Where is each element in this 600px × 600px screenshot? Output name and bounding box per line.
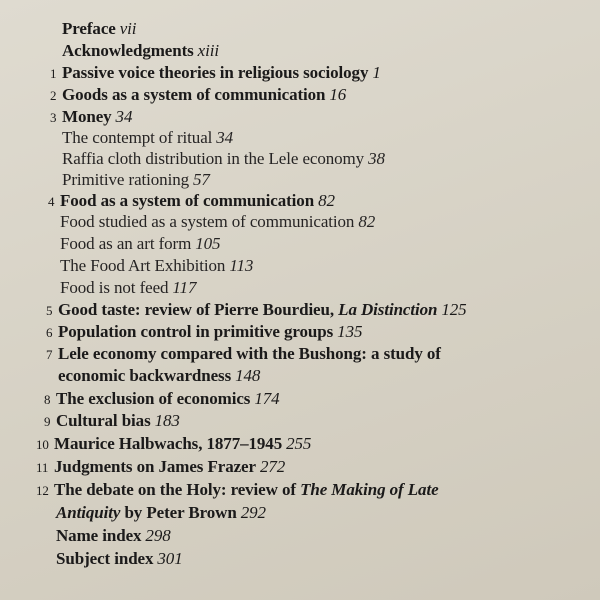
entry-page: 292 [240, 503, 266, 522]
chapter-number: 10 [36, 437, 49, 452]
toc-entry-chapter-7-continued [58, 365, 260, 387]
toc-entry-preface [62, 18, 136, 40]
toc-entry-acknowledgments [62, 40, 219, 62]
entry-title: The Food Art Exhibition [60, 256, 226, 275]
entry-page: 135 [337, 322, 363, 341]
entry-page: 38 [368, 149, 385, 168]
chapter-number: 7 [46, 347, 53, 362]
toc-entry-chapter-3 [50, 106, 132, 129]
entry-title: Raffia cloth distribution in the Lele economy [62, 149, 365, 168]
chapter-number: 8 [44, 392, 51, 407]
toc-subentry [62, 148, 385, 170]
toc-entry-chapter-2 [50, 84, 346, 107]
entry-title-italic: Antiquity [56, 503, 121, 522]
toc-entry-chapter-10 [36, 433, 311, 456]
toc-entry-chapter-7 [46, 343, 441, 366]
entry-title: Primitive rationing [62, 170, 190, 189]
entry-page: 16 [329, 85, 347, 104]
entry-page: 174 [254, 389, 280, 408]
toc-subentry [62, 169, 210, 191]
entry-page: 183 [154, 411, 180, 430]
entry-title: Acknowledgments [62, 41, 194, 60]
entry-title: Preface [62, 19, 116, 38]
toc-entry-name-index [56, 525, 171, 547]
chapter-number: 4 [48, 194, 55, 209]
chapter-number: 1 [50, 66, 57, 81]
entry-title: Lele economy compared with the Bushong: a study of [58, 344, 441, 363]
chapter-number: 9 [44, 414, 51, 429]
entry-title: Food as an art form [60, 234, 192, 253]
entry-title: Subject index [56, 549, 154, 568]
entry-page: 125 [441, 300, 467, 319]
toc-entry-chapter-12-continued [56, 502, 266, 524]
toc-entry-chapter-6 [46, 321, 362, 344]
toc-subentry [60, 255, 253, 277]
entry-title: Food is not feed [60, 278, 169, 297]
entry-title: The contempt of ritual [62, 128, 213, 147]
entry-page: 117 [172, 278, 197, 297]
entry-title: Good taste: review of Pierre Bourdieu, [58, 300, 339, 319]
toc-entry-chapter-11 [36, 456, 285, 479]
entry-title: economic backwardness [58, 366, 232, 385]
entry-page: 34 [216, 128, 234, 147]
entry-page: 113 [229, 256, 254, 275]
chapter-number: 6 [46, 325, 53, 340]
entry-title: The debate on the Holy: review of [54, 480, 301, 499]
entry-title: Food studied as a system of communication [60, 212, 355, 231]
entry-page: 34 [115, 107, 133, 126]
entry-title: Cultural bias [56, 411, 151, 430]
entry-page: 255 [286, 434, 312, 453]
toc-subentry [60, 233, 220, 255]
chapter-number: 3 [50, 110, 57, 125]
entry-page: 82 [318, 191, 335, 210]
entry-page: 105 [195, 234, 221, 253]
entry-title: Name index [56, 526, 142, 545]
toc-subentry [62, 127, 233, 149]
entry-page: 148 [235, 366, 261, 385]
entry-page: 298 [145, 526, 171, 545]
entry-page: 82 [358, 212, 376, 231]
chapter-number: 2 [50, 88, 57, 103]
toc-entry-chapter-12 [36, 479, 439, 502]
entry-page: vii [119, 19, 137, 38]
entry-title: Goods as a system of communication [62, 85, 326, 104]
entry-title: Money [62, 107, 112, 126]
toc-entry-chapter-4 [48, 190, 335, 213]
entry-page: 301 [157, 549, 183, 568]
toc-entry-chapter-5 [46, 299, 467, 322]
toc-subentry [60, 277, 196, 299]
entry-page: 1 [372, 63, 381, 82]
chapter-number: 12 [36, 483, 49, 498]
entry-title: Passive voice theories in religious sociology [62, 63, 369, 82]
toc-entry-chapter-9 [44, 410, 180, 433]
toc-entry-chapter-1 [50, 62, 381, 85]
entry-title-italic: La Distinction [338, 300, 438, 319]
entry-page: 272 [259, 457, 286, 476]
entry-title: Population control in primitive groups [58, 322, 334, 341]
entry-title: Judgments on James Frazer [54, 457, 256, 476]
toc-subentry [60, 211, 375, 233]
chapter-number: 5 [46, 303, 53, 318]
entry-title: The exclusion of economics [56, 389, 251, 408]
chapter-number: 11 [36, 460, 49, 475]
entry-page: 57 [193, 170, 210, 189]
toc-entry-chapter-8 [44, 388, 280, 411]
entry-title: by Peter Brown [120, 503, 237, 522]
entry-title-italic: The Making of Late [300, 480, 439, 499]
entry-page: xiii [197, 41, 219, 60]
toc-entry-subject-index [56, 548, 183, 570]
entry-title: Food as a system of communication [60, 191, 315, 210]
entry-title: Maurice Halbwachs, 1877–1945 [54, 434, 283, 453]
